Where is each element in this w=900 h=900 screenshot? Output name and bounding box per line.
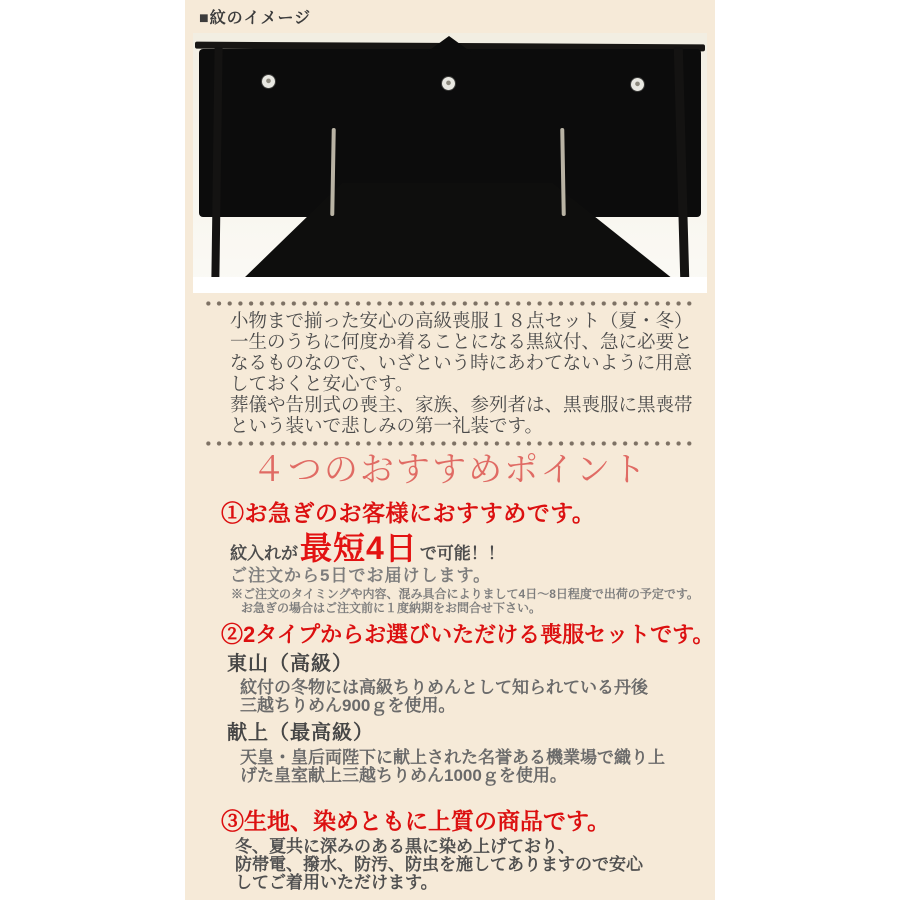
point2-heading: ②2タイプからお選びいただける喪服セットです。 [221, 622, 715, 647]
point3-heading: ③生地、染めともに上質の商品です。 [221, 808, 611, 834]
points-title: ４つのおすすめポイント [251, 451, 649, 489]
point-3-section [185, 809, 715, 892]
intro-line: しておくと安心です。 [230, 375, 414, 395]
crest-icon [442, 77, 455, 90]
crest-lead-time-line [230, 530, 715, 566]
point-2-section [185, 622, 715, 784]
point1-heading: ①お急ぎのお客様におすすめです。 [221, 500, 596, 526]
crest-icon [631, 78, 644, 91]
fabric-desc-line: 三越ちりめん900ｇを使用。 [240, 695, 456, 715]
quality-paragraph [235, 838, 715, 892]
content-column [185, 0, 715, 900]
quality-line: 冬、夏共に深みのある黒に染め上げており、 [235, 837, 575, 856]
fabric-desc-line: げた皇室献上三越ちりめん1000ｇを使用。 [240, 765, 567, 785]
intro-line: という装いで悲しみの第一礼装です。 [230, 417, 544, 437]
fabric-desc-line: 紋付の冬物には高級ちりめんとして知られている丹後 [240, 678, 648, 697]
quality-line: 防帯電、撥水、防汚、防虫を施してありますので安心 [235, 855, 643, 874]
kimono-photo [193, 33, 707, 293]
intro-line: 葬儀や告別式の喪主、家族、参列者は、黒喪服に黒喪帯 [230, 396, 693, 416]
intro-line: 小物まで揃った安心の高級喪服１８点セット（夏・冬） [230, 312, 693, 332]
dotted-divider [203, 441, 697, 446]
crest-icon [262, 75, 275, 88]
fabric-name-kenjo: 献上（最高級） [227, 722, 374, 744]
lead-time-suffix: で可能！！ [419, 544, 505, 563]
quality-line: してご着用いただけます。 [235, 873, 438, 892]
fabric-desc-tozan [240, 679, 715, 714]
fabric-desc-line: 天皇・皇后両陛下に献上された名誉ある機業場で織り上 [240, 748, 665, 767]
note-line: ※ご注文のタイミングや内容、混み具合によりまして4日～8日程度で出荷の予定です。 [231, 587, 699, 601]
intro-line: 一生のうちに何度か着ることになる黒紋付、急に必要と [230, 333, 693, 353]
point-1-section [185, 501, 715, 615]
note-line: お急ぎの場合はご注文前に１度納期をお問合せ下さい。 [241, 601, 542, 615]
lead-time-prefix: 紋入れが [230, 544, 298, 563]
section-header-label: ■紋のイメージ [199, 10, 312, 27]
delivery-line: ご注文から5日でお届けします。 [230, 566, 492, 585]
intro-paragraph [230, 312, 715, 438]
lead-time-highlight: 最短4日 [300, 530, 418, 566]
fabric-desc-kenjo [240, 749, 715, 784]
intro-line: なるものなので、いざという時にあわてないように用意 [230, 354, 693, 374]
fabric-name-tozan: 東山（高級） [227, 653, 353, 675]
section-header [185, 0, 715, 28]
photo-bottom-strip [193, 277, 707, 293]
dotted-divider [203, 301, 697, 306]
